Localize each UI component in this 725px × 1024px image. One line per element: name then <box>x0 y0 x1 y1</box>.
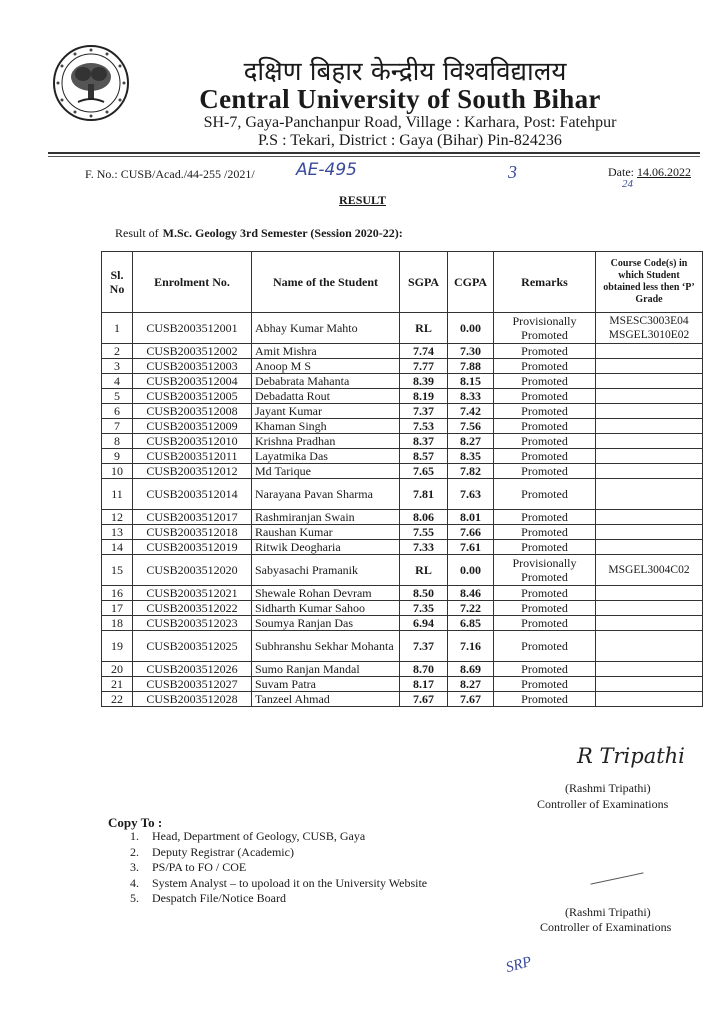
cell-sl: 21 <box>102 677 133 692</box>
cell-sl: 16 <box>102 586 133 601</box>
cell-cgpa: 7.30 <box>448 344 494 359</box>
cell-sl: 19 <box>102 631 133 662</box>
cell-course-codes <box>596 359 703 374</box>
cell-enrolment: CUSB2003512005 <box>133 389 252 404</box>
list-item-number: 1. <box>130 829 139 843</box>
cell-sgpa: 7.65 <box>400 464 448 479</box>
table-row <box>102 616 703 631</box>
result-of-lead: Result of <box>115 226 159 240</box>
list-item <box>130 891 427 907</box>
table-row <box>102 586 703 601</box>
cell-sgpa: RL <box>400 313 448 344</box>
handwritten-initials: SRP <box>504 953 534 977</box>
cell-cgpa: 8.15 <box>448 374 494 389</box>
cell-course-codes <box>596 434 703 449</box>
cell-name: Raushan Kumar <box>252 525 400 540</box>
cell-name: Amit Mishra <box>252 344 400 359</box>
cell-sgpa: 7.81 <box>400 479 448 510</box>
cell-sl: 5 <box>102 389 133 404</box>
cell-sgpa: 7.55 <box>400 525 448 540</box>
cell-enrolment: CUSB2003512012 <box>133 464 252 479</box>
table-row <box>102 434 703 449</box>
cell-sl: 1 <box>102 313 133 344</box>
cell-sl: 15 <box>102 555 133 586</box>
cell-name: Rashmiranjan Swain <box>252 510 400 525</box>
col-header-sl: Sl. No <box>102 252 133 313</box>
table-row <box>102 389 703 404</box>
signatory-title-copy: Controller of Examinations <box>540 920 672 934</box>
cell-cgpa: 0.00 <box>448 313 494 344</box>
cell-cgpa: 8.01 <box>448 510 494 525</box>
cell-name: Khaman Singh <box>252 419 400 434</box>
cell-sl: 9 <box>102 449 133 464</box>
list-item-number: 2. <box>130 844 139 859</box>
header-divider-thin <box>48 156 700 157</box>
cell-enrolment: CUSB2003512025 <box>133 631 252 662</box>
col-header-course-codes: Course Code(s) in which Student obtained less then ‘P’ Grade <box>596 252 703 313</box>
file-number <box>85 167 255 182</box>
cell-sl: 8 <box>102 434 133 449</box>
cell-sl: 12 <box>102 510 133 525</box>
table-header-row <box>102 252 703 313</box>
cell-sgpa: 8.50 <box>400 586 448 601</box>
cell-enrolment: CUSB2003512002 <box>133 344 252 359</box>
university-name-hindi: दक्षिण बिहार केन्द्रीय विश्वविद्यालय <box>243 57 567 87</box>
cell-remarks: Promoted <box>494 479 596 510</box>
cell-sgpa: 7.74 <box>400 344 448 359</box>
table-row <box>102 449 703 464</box>
date <box>608 165 691 180</box>
table-row <box>102 525 703 540</box>
address-line-1: SH-7, Gaya-Panchanpur Road, Village : Karhara, Post: Fatehpur <box>203 114 617 131</box>
table-row <box>102 601 703 616</box>
cell-enrolment: CUSB2003512008 <box>133 404 252 419</box>
handwritten-reference: AE-495 <box>296 160 357 180</box>
cell-enrolment: CUSB2003512023 <box>133 616 252 631</box>
cell-cgpa: 7.22 <box>448 601 494 616</box>
cell-cgpa: 7.88 <box>448 359 494 374</box>
result-table <box>101 251 703 707</box>
cell-sgpa: 8.06 <box>400 510 448 525</box>
cell-name: Tanzeel Ahmad <box>252 692 400 707</box>
cell-sgpa: 7.37 <box>400 631 448 662</box>
cell-name: Narayana Pavan Sharma <box>252 479 400 510</box>
signatory-name-copy: (Rashmi Tripathi) <box>565 905 651 919</box>
cell-enrolment: CUSB2003512026 <box>133 662 252 677</box>
cell-sl: 20 <box>102 662 133 677</box>
col-header-remarks: Remarks <box>494 252 596 313</box>
table-row <box>102 555 703 586</box>
cell-cgpa: 7.63 <box>448 479 494 510</box>
cell-sgpa: 8.19 <box>400 389 448 404</box>
cell-name: Anoop M S <box>252 359 400 374</box>
university-name-english: Central University of South Bihar <box>199 84 601 114</box>
cell-remarks: Promoted <box>494 616 596 631</box>
cell-name: Sabyasachi Pramanik <box>252 555 400 586</box>
cell-cgpa: 8.46 <box>448 586 494 601</box>
table-row <box>102 510 703 525</box>
cell-course-codes <box>596 479 703 510</box>
cell-enrolment: CUSB2003512027 <box>133 677 252 692</box>
cell-sl: 7 <box>102 419 133 434</box>
copy-to-list <box>130 829 427 907</box>
cell-remarks: Promoted <box>494 344 596 359</box>
cell-sgpa: 8.37 <box>400 434 448 449</box>
cell-course-codes <box>596 601 703 616</box>
table-row <box>102 692 703 707</box>
cell-cgpa: 7.82 <box>448 464 494 479</box>
cell-sl: 14 <box>102 540 133 555</box>
cell-cgpa: 7.16 <box>448 631 494 662</box>
cell-cgpa: 8.27 <box>448 434 494 449</box>
cell-enrolment: CUSB2003512020 <box>133 555 252 586</box>
cell-remarks: Promoted <box>494 434 596 449</box>
cell-name: Md Tarique <box>252 464 400 479</box>
cell-sgpa: 7.35 <box>400 601 448 616</box>
cell-sgpa: 8.39 <box>400 374 448 389</box>
result-heading: RESULT <box>339 193 386 207</box>
cell-sl: 13 <box>102 525 133 540</box>
cell-sgpa: 7.33 <box>400 540 448 555</box>
list-item <box>130 876 427 892</box>
table-row <box>102 631 703 662</box>
cell-course-codes <box>596 677 703 692</box>
col-header-name: Name of the Student <box>252 252 400 313</box>
cell-sl: 17 <box>102 601 133 616</box>
list-item <box>130 845 427 861</box>
cell-name: Debabrata Mahanta <box>252 374 400 389</box>
cell-sgpa: 8.57 <box>400 449 448 464</box>
cell-remarks: Promoted <box>494 449 596 464</box>
cell-course-codes: MSGEL3004C02 <box>596 555 703 586</box>
cell-name: Ritwik Deogharia <box>252 540 400 555</box>
cell-sgpa: 7.37 <box>400 404 448 419</box>
list-item-text: Despatch File/Notice Board <box>152 891 286 905</box>
cell-enrolment: CUSB2003512001 <box>133 313 252 344</box>
cell-name: Debadatta Rout <box>252 389 400 404</box>
cell-enrolment: CUSB2003512022 <box>133 601 252 616</box>
cell-name: Subhranshu Sekhar Mohanta <box>252 631 400 662</box>
cell-sl: 18 <box>102 616 133 631</box>
cell-sgpa: 8.17 <box>400 677 448 692</box>
cell-remarks: Promoted <box>494 510 596 525</box>
cell-sl: 4 <box>102 374 133 389</box>
date-label: Date: <box>608 165 634 179</box>
cell-course-codes <box>596 464 703 479</box>
cell-name: Abhay Kumar Mahto <box>252 313 400 344</box>
cell-name: Krishna Pradhan <box>252 434 400 449</box>
cell-cgpa: 8.35 <box>448 449 494 464</box>
table-row <box>102 359 703 374</box>
university-logo <box>52 44 130 122</box>
cell-course-codes <box>596 692 703 707</box>
file-number-text: F. No.: CUSB/Acad./44-255 /2021/ <box>85 167 255 181</box>
table-row <box>102 662 703 677</box>
cell-course-codes <box>596 374 703 389</box>
cell-enrolment: CUSB2003512021 <box>133 586 252 601</box>
cell-sgpa: 7.53 <box>400 419 448 434</box>
cell-course-codes <box>596 540 703 555</box>
list-item-text: PS/PA to FO / COE <box>152 860 247 874</box>
cell-remarks: Promoted <box>494 374 596 389</box>
cell-enrolment: CUSB2003512028 <box>133 692 252 707</box>
handwritten-date-note: 24 <box>622 178 633 190</box>
cell-enrolment: CUSB2003512003 <box>133 359 252 374</box>
table-row <box>102 677 703 692</box>
signature-stroke <box>590 872 643 884</box>
cell-name: Shewale Rohan Devram <box>252 586 400 601</box>
cell-course-codes <box>596 344 703 359</box>
list-item-number: 4. <box>130 875 139 890</box>
col-header-enrolment: Enrolment No. <box>133 252 252 313</box>
table-row <box>102 404 703 419</box>
cell-sl: 6 <box>102 404 133 419</box>
col-header-sgpa: SGPA <box>400 252 448 313</box>
cell-enrolment: CUSB2003512010 <box>133 434 252 449</box>
cell-remarks: Promoted <box>494 359 596 374</box>
cell-enrolment: CUSB2003512004 <box>133 374 252 389</box>
cell-name: Suvam Patra <box>252 677 400 692</box>
cell-remarks: Promoted <box>494 601 596 616</box>
cell-remarks: Promoted <box>494 586 596 601</box>
cell-sl: 2 <box>102 344 133 359</box>
table-row <box>102 540 703 555</box>
table-row <box>102 419 703 434</box>
cell-remarks: Promoted <box>494 404 596 419</box>
cell-cgpa: 7.56 <box>448 419 494 434</box>
cell-course-codes <box>596 525 703 540</box>
table-row <box>102 344 703 359</box>
cell-cgpa: 0.00 <box>448 555 494 586</box>
cell-cgpa: 7.42 <box>448 404 494 419</box>
table-row <box>102 313 703 344</box>
cell-sgpa: 8.70 <box>400 662 448 677</box>
date-value: 14.06.2022 <box>637 165 691 179</box>
cell-remarks: Promoted <box>494 662 596 677</box>
cell-remarks: Promoted <box>494 464 596 479</box>
cell-course-codes <box>596 510 703 525</box>
cell-name: Sumo Ranjan Mandal <box>252 662 400 677</box>
cell-remarks: Promoted <box>494 389 596 404</box>
cell-course-codes <box>596 419 703 434</box>
result-table-body <box>102 313 703 707</box>
cell-sgpa: 6.94 <box>400 616 448 631</box>
cell-enrolment: CUSB2003512018 <box>133 525 252 540</box>
list-item-number: 3. <box>130 860 139 874</box>
cell-enrolment: CUSB2003512017 <box>133 510 252 525</box>
cell-remarks: Promoted <box>494 419 596 434</box>
result-program: M.Sc. Geology 3rd Semester (Session 2020-22): <box>162 226 403 240</box>
cell-course-codes <box>596 631 703 662</box>
cell-course-codes <box>596 449 703 464</box>
cell-course-codes <box>596 389 703 404</box>
table-row <box>102 479 703 510</box>
list-item <box>130 860 427 876</box>
header-divider <box>48 152 700 154</box>
cell-cgpa: 7.66 <box>448 525 494 540</box>
cell-course-codes <box>596 662 703 677</box>
list-item-text: Deputy Registrar (Academic) <box>152 844 294 859</box>
copy-to-heading: Copy To : <box>108 815 163 830</box>
cell-name: Layatmika Das <box>252 449 400 464</box>
cell-cgpa: 6.85 <box>448 616 494 631</box>
cell-remarks: Promoted <box>494 677 596 692</box>
cell-remarks: Promoted <box>494 631 596 662</box>
cell-remarks: Provisionally Promoted <box>494 555 596 586</box>
cell-sgpa: 7.67 <box>400 692 448 707</box>
cell-name: Sidharth Kumar Sahoo <box>252 601 400 616</box>
cell-course-codes <box>596 616 703 631</box>
cell-cgpa: 8.69 <box>448 662 494 677</box>
cell-cgpa: 8.33 <box>448 389 494 404</box>
signature-image: R Tripathi <box>577 744 685 768</box>
cell-sl: 10 <box>102 464 133 479</box>
col-header-cgpa: CGPA <box>448 252 494 313</box>
cell-course-codes: MSESC3003E04 MSGEL3010E02 <box>596 313 703 344</box>
cell-name: Soumya Ranjan Das <box>252 616 400 631</box>
cell-enrolment: CUSB2003512009 <box>133 419 252 434</box>
cell-course-codes <box>596 586 703 601</box>
list-item-text: System Analyst – to upoload it on the University Website <box>152 875 428 890</box>
cell-remarks: Provisionally Promoted <box>494 313 596 344</box>
list-item <box>130 829 427 845</box>
handwritten-mark: 3 <box>508 162 517 182</box>
signatory-name: (Rashmi Tripathi) <box>565 781 651 795</box>
address-line-2: P.S : Tekari, District : Gaya (Bihar) Pin-824236 <box>258 132 562 149</box>
table-row <box>102 374 703 389</box>
result-of-line <box>115 226 403 241</box>
cell-enrolment: CUSB2003512011 <box>133 449 252 464</box>
list-item-number: 5. <box>130 891 139 905</box>
cell-remarks: Promoted <box>494 540 596 555</box>
signatory-title: Controller of Examinations <box>537 797 669 811</box>
cell-remarks: Promoted <box>494 692 596 707</box>
table-row <box>102 464 703 479</box>
cell-sgpa: 7.77 <box>400 359 448 374</box>
cell-sl: 3 <box>102 359 133 374</box>
cell-course-codes <box>596 404 703 419</box>
cell-sl: 11 <box>102 479 133 510</box>
cell-sl: 22 <box>102 692 133 707</box>
list-item-text: Head, Department of Geology, CUSB, Gaya <box>152 829 366 843</box>
cell-remarks: Promoted <box>494 525 596 540</box>
cell-name: Jayant Kumar <box>252 404 400 419</box>
cell-cgpa: 7.61 <box>448 540 494 555</box>
cell-enrolment: CUSB2003512014 <box>133 479 252 510</box>
cell-enrolment: CUSB2003512019 <box>133 540 252 555</box>
cell-cgpa: 7.67 <box>448 692 494 707</box>
cell-cgpa: 8.27 <box>448 677 494 692</box>
cell-sgpa: RL <box>400 555 448 586</box>
